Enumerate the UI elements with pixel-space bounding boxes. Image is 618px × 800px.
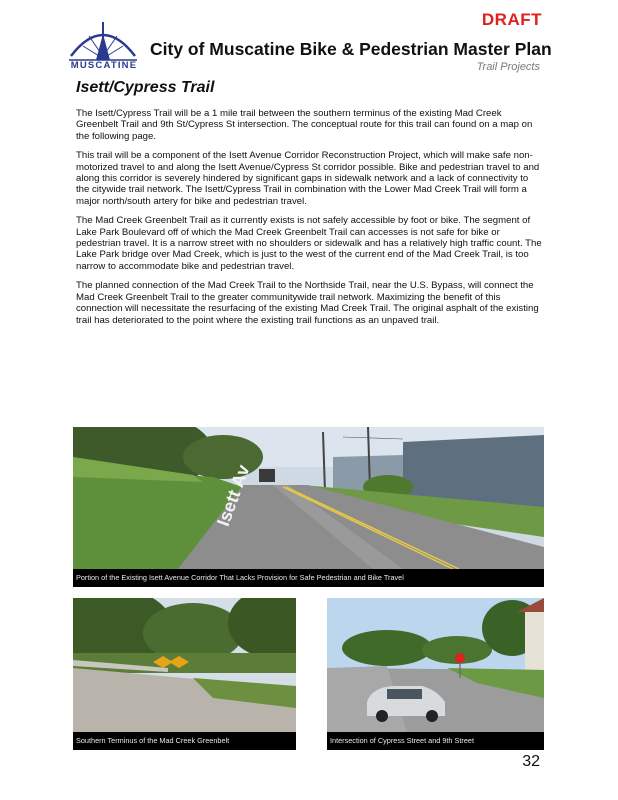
paragraph: This trail will be a component of the Isett Avenue Corridor Reconstruction Project, which will make safe non-motorized travel to and along the Isett Avenue/Cypress St corridor possible. Bike and pedestrian travel to and along this corridor is severely hindered by significant gaps in sidewalk network and a lack of connectivity to the citywide trail network. The Isett/Cypress Trail in combination with the Lower Mad Creek Trail will form a major north/south artery for bike and pedestrian travel. xyxy=(76,150,540,207)
left-photo-caption: Southern Terminus of the Mad Creek Greenbelt xyxy=(73,732,296,750)
cypress-9th-intersection-photo-image xyxy=(327,598,544,732)
paragraph: The Isett/Cypress Trail will be a 1 mile trail between the southern terminus of the existing Mad Creek Greenbelt Trail and 9th St/Cypress St intersection. The conceptual route for this trail can found on a map on the following page. xyxy=(76,108,533,142)
left-photo xyxy=(73,598,296,750)
draft-label: DRAFT xyxy=(481,10,542,29)
main-photo-caption: Portion of the Existing Isett Avenue Corridor That Lacks Provision for Safe Pedestrian and Bike Travel xyxy=(73,569,544,587)
page-number: 32 xyxy=(522,753,540,770)
section-heading: Isett/Cypress Trail xyxy=(76,79,215,96)
paragraph: The Mad Creek Greenbelt Trail as it currently exists is not safely accessible by foot or bike. The segment of Lake Park Boulevard off of which the Mad Creek Greenbelt Trail can accesses is not safe for bike or pedestrian travel. It is a narrow street with no shoulders or sidewalk and has a relatively high traffic count. The Lake Park bridge over Mad Creek, which is just to the west of the current end of the Mad Creek Trail, is too narrow to accommodate bike and pedestrian travel. xyxy=(76,215,542,272)
logo-text: MUSCATINE xyxy=(70,60,138,71)
section-body xyxy=(76,108,544,334)
page-subtitle: Trail Projects xyxy=(476,61,540,73)
right-photo-caption: Intersection of Cypress Street and 9th Street xyxy=(327,732,544,750)
page-title: City of Muscatine Bike & Pedestrian Master Plan xyxy=(150,39,552,59)
isett-avenue-photo-image xyxy=(73,427,544,569)
greenbelt-terminus-photo-image xyxy=(73,598,296,732)
road-marking: Isett Av xyxy=(213,462,254,529)
paragraph: The planned connection of the Mad Creek Trail to the Northside Trail, near the U.S. Bypass, will connect the Mad Creek Greenbelt Trail to the greater communitywide trail network. Maximizing the benefit of this connection will necessitate the resurfacing of the existing Mad Creek Trail. The original asphalt of the existing trail has deteriorated to the point where the existing trail functions as an unpaved trail. xyxy=(76,280,539,326)
right-photo xyxy=(327,598,544,750)
main-photo xyxy=(73,427,544,587)
